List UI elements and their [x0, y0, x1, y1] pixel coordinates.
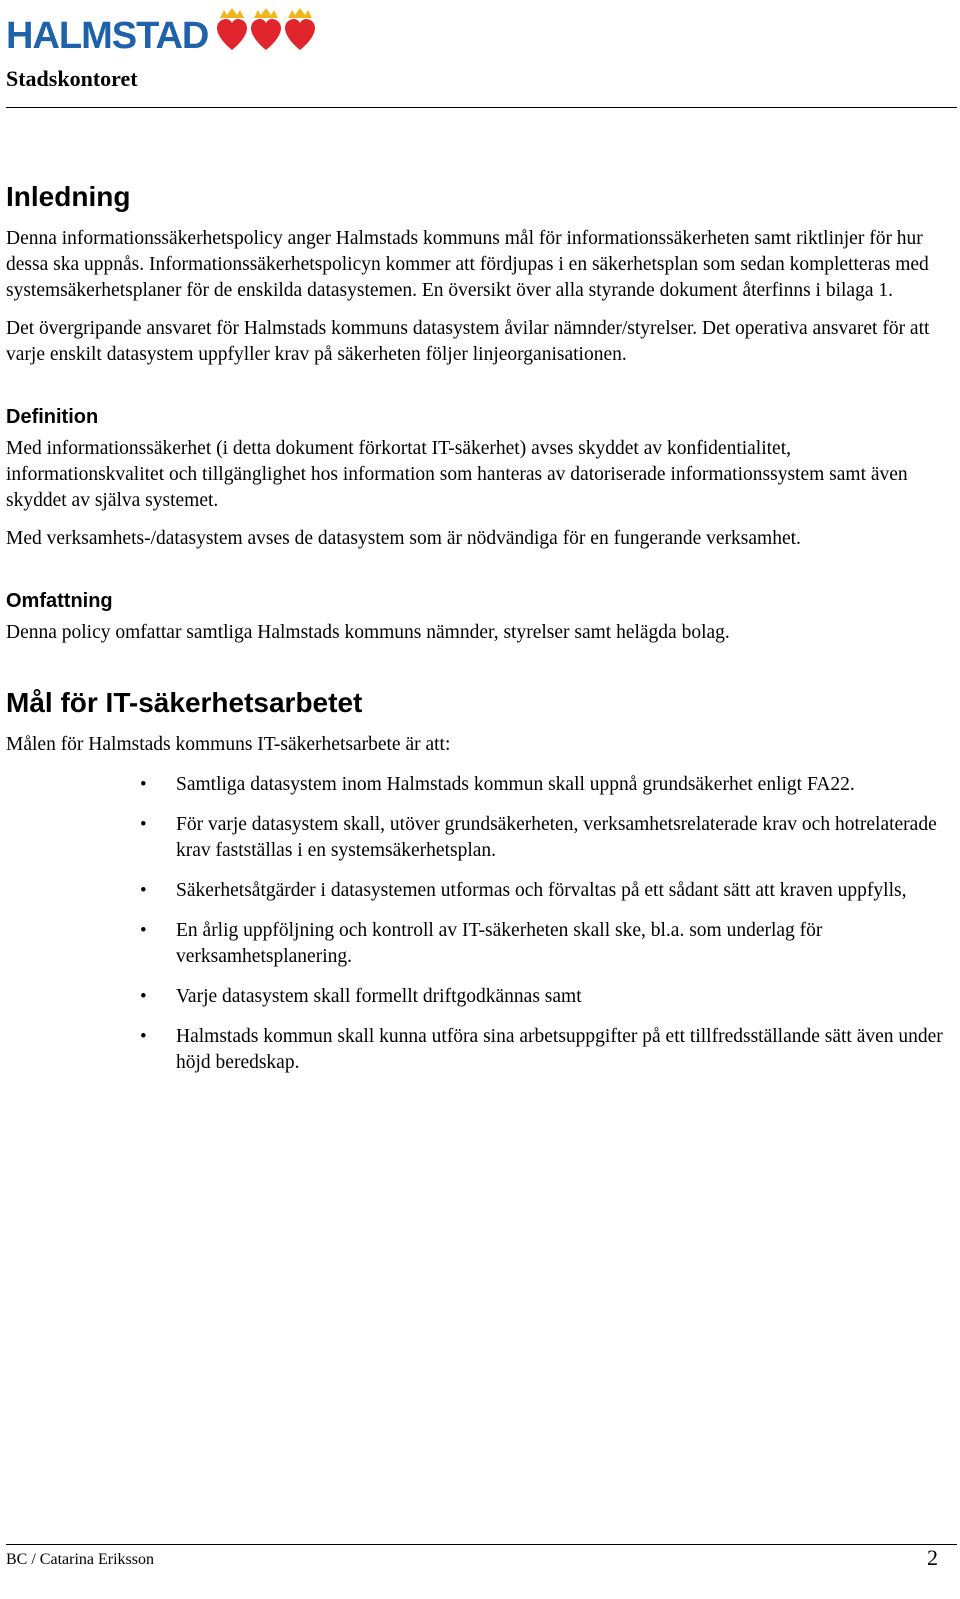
- footer-divider: [6, 1544, 957, 1545]
- document-body: [6, 180, 951, 1090]
- halmstad-logo: [6, 4, 320, 57]
- list-item: [6, 1024, 951, 1076]
- heading-goals: Mål för IT-säkerhetsarbetet: [6, 687, 363, 718]
- page-number: 2: [927, 1545, 938, 1570]
- heart-crown-3: [285, 8, 315, 50]
- list-item: [6, 812, 951, 864]
- section-goals: [6, 686, 951, 1076]
- list-item-text: Säkerhetsåtgärder i datasystemen utformas och förvaltas på ett sådant sätt att kraven uppfylls,: [176, 880, 907, 901]
- office-name: Stadskontoret: [6, 66, 138, 91]
- header-divider: [6, 107, 957, 108]
- section-intro: [6, 180, 951, 368]
- logo-wordmark: HALMSTAD: [6, 15, 209, 57]
- list-item-text: För varje datasystem skall, utöver grundsäkerheten, verksamhetsrelaterade krav och hotrelaterade krav fastställas i en systemsäkerhetsplan.: [176, 814, 937, 861]
- goals-list: [6, 772, 951, 1076]
- list-item-text: Halmstads kommun skall kunna utföra sina arbetsuppgifter på ett tillfredsställande sätt även under höjd beredskap.: [176, 1026, 943, 1073]
- bullet-icon: •: [140, 880, 147, 901]
- goals-intro: Målen för Halmstads kommuns IT-säkerhetsarbete är att:: [6, 734, 451, 755]
- bullet-icon: •: [140, 814, 147, 835]
- intro-paragraph-2: Det övergripande ansvaret för Halmstads kommuns datasystem åvilar nämnder/styrelser. Det operativa ansvaret för att varje enskilt datasystem uppfyller krav på säkerheten följer linjeorganisationen.: [6, 318, 930, 365]
- list-item-text: En årlig uppföljning och kontroll av IT-säkerheten skall ske, bl.a. som underlag för verksamhetsplanering.: [176, 920, 823, 967]
- heart-crown-2: [251, 8, 281, 50]
- definition-paragraph-2: Med verksamhets-/datasystem avses de datasystem som är nödvändiga för en fungerande verksamhet.: [6, 528, 801, 549]
- bullet-icon: •: [140, 986, 147, 1007]
- section-definition: [6, 404, 951, 552]
- list-item: [6, 918, 951, 970]
- footer-author: BC / Catarina Eriksson: [6, 1551, 154, 1568]
- crowned-hearts-icon: [216, 4, 320, 52]
- heading-definition: Definition: [6, 406, 99, 428]
- list-item-text: Samtliga datasystem inom Halmstads kommun skall uppnå grundsäkerhet enligt FA22.: [176, 774, 855, 795]
- bullet-icon: •: [140, 774, 147, 795]
- heart-crown-1: [217, 8, 247, 50]
- list-item: [6, 984, 951, 1010]
- bullet-icon: •: [140, 920, 147, 941]
- heading-intro: Inledning: [6, 181, 131, 212]
- list-item-text: Varje datasystem skall formellt driftgodkännas samt: [176, 986, 582, 1007]
- intro-paragraph-1: Denna informationssäkerhetspolicy anger Halmstads kommuns mål för informationssäkerheten samt riktlinjer för hur dessa ska uppnås. Informationssäkerhetspolicyn kommer att fördjupas i en säkerhetsplan som sedan kompletteras med systemsäkerhetsplaner för de enskilda datasystemen. En översikt över alla styrande dokument återfinns i bilaga 1.: [6, 228, 929, 301]
- section-scope: [6, 588, 951, 646]
- definition-paragraph-1: Med informationssäkerhet (i detta dokument förkortat IT-säkerhet) avses skyddet av konfidentialitet, informationskvalitet och tillgänglighet hos information som hanteras av datoriserade informationssystem samt även skyddet av själva systemet.: [6, 438, 908, 511]
- list-item: [6, 772, 951, 798]
- scope-paragraph: Denna policy omfattar samtliga Halmstads kommuns nämnder, styrelser samt helägda bolag.: [6, 622, 730, 643]
- heading-scope: Omfattning: [6, 590, 113, 612]
- bullet-icon: •: [140, 1026, 147, 1047]
- list-item: [6, 878, 951, 904]
- page-header: [0, 0, 960, 110]
